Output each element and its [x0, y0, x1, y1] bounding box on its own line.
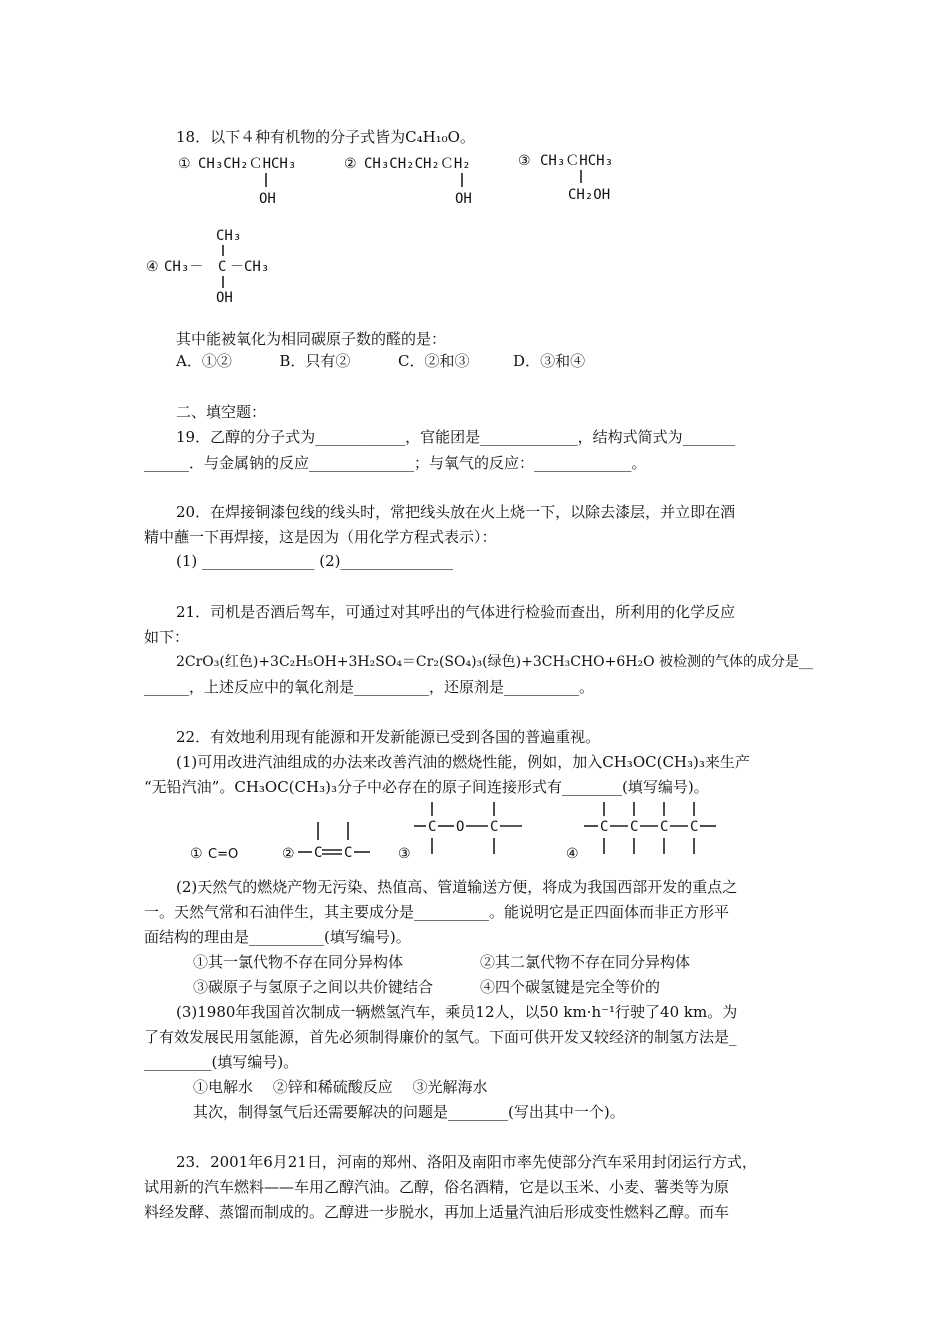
- bond-4-atom-3: C: [660, 819, 669, 835]
- q22-intro: 22．有效地利用现有能源和开发新能源已受到各国的普遍重视。: [176, 728, 601, 746]
- q21-equation: 2CrO₃(红色)+3C₂H₅OH+3H₂SO₄＝Cr₂(SO₄)₃(绿色)+3CH₃CHO+6H₂O 被检测的气体的成分是__: [176, 654, 814, 670]
- q23-line2: 试用新的汽车燃料——车用乙醇汽油。乙醇，俗名酒精，它是以玉米、小麦、薯类等为原: [144, 1178, 730, 1196]
- structure-4-left: CH₃－: [164, 259, 204, 275]
- bond-1-number: ①: [190, 846, 203, 862]
- q21-line1: 21．司机是否酒后驾车，可通过对其呼出的气体进行检验而查出，所利用的化学反应: [176, 603, 736, 621]
- q21-line4: ______，上述反应中的氧化剂是__________，还原剂是__________。: [144, 678, 595, 696]
- structure-1-number: ①: [178, 156, 191, 172]
- q22-choice-4: ④四个碳氢键是完全等价的: [480, 978, 661, 996]
- structure-4-number: ④: [146, 259, 159, 275]
- structure-4-top: CH₃: [216, 228, 242, 244]
- structure-3-number: ③: [518, 153, 531, 169]
- bond-3-atom-3: C: [490, 819, 499, 835]
- q22-part1-line1: (1)可用改进汽油组成的办法来改善汽油的燃烧性能，例如，加入CH₃OC(CH₃)₃来生产: [176, 753, 750, 771]
- bond-3-atom-1: C: [428, 819, 437, 835]
- option-c: C．②和③: [398, 352, 470, 370]
- structure-3-formula: CH₃ＣHCH₃: [540, 153, 614, 169]
- option-b: B．只有②: [279, 352, 351, 370]
- bond-4-atom-4: C: [690, 819, 699, 835]
- bond-4-atom-1: C: [600, 819, 609, 835]
- q22-part2-line2: 一。天然气常和石油伴生，其主要成分是__________。能说明它是正四面体而非正方形平: [144, 903, 730, 921]
- q22-part3-line3: _________(填写编号)。: [144, 1053, 299, 1071]
- structure-4-oh: OH: [216, 290, 233, 306]
- bond-4-number: ④: [566, 846, 579, 862]
- q22-part1-line2: “无铅汽油”。CH₃OC(CH₃)₃分子中必存在的原子间连接形式有________(填写编号)。: [144, 778, 709, 796]
- q20-line2: 精中蘸一下再焊接，这是因为（用化学方程式表示）：: [144, 528, 497, 546]
- bond-1-formula: C=O: [208, 847, 239, 862]
- q22-choice-3: ③碳原子与氢原子之间以共价键结合: [193, 978, 434, 996]
- q22-part3-choices: ①电解水 ②锌和稀硫酸反应 ③光解海水: [193, 1078, 488, 1096]
- q19-line2: ______．与金属钠的反应______________；与氧气的反应：_____________。: [144, 454, 647, 472]
- bond-3-number: ③: [398, 846, 411, 862]
- structure-1-oh: OH: [259, 191, 276, 207]
- structure-4-right: －CH₃: [230, 259, 270, 275]
- q22-part2-line3: 面结构的理由是__________(填写编号)。: [144, 928, 411, 946]
- structure-2-oh: OH: [455, 191, 472, 207]
- section-title: 二、填空题：: [176, 403, 267, 421]
- bond-4-atom-2: C: [630, 819, 639, 835]
- bond-2-number: ②: [282, 846, 295, 862]
- q18-structure-4: [144, 224, 294, 308]
- option-d: D．③和④: [513, 352, 586, 370]
- q18-options: [176, 350, 585, 372]
- q22-choice-2: ②其二氯代物不存在同分异构体: [480, 953, 691, 971]
- bond-diagrams: [186, 796, 746, 866]
- q22-part3-line5: 其次，制得氢气后还需要解决的问题是________(写出其中一个)。: [193, 1103, 625, 1121]
- q18-question: 其中能被氧化为相同碳原子数的醛的是：: [176, 330, 447, 348]
- structure-2-number: ②: [344, 156, 357, 172]
- bond-3-atom-2: O: [456, 819, 465, 835]
- q18-structures-row1: [176, 146, 636, 208]
- q21-line2: 如下：: [144, 628, 190, 646]
- structure-1-formula: CH₃CH₂ＣHCH₃: [198, 156, 297, 172]
- structure-4-center: C: [218, 259, 227, 275]
- bond-2-carbon-a: C: [314, 845, 323, 861]
- structure-2-formula: CH₃CH₂CH₂ＣH₂: [364, 156, 471, 172]
- q20-line1: 20．在焊接铜漆包线的线头时，常把线头放在火上烧一下，以除去漆层，并立即在酒: [176, 503, 736, 521]
- q22-choice-1: ①其一氯代物不存在同分异构体: [193, 953, 404, 971]
- q22-part2-line1: (2)天然气的燃烧产物无污染、热值高、管道输送方便，将成为我国西部开发的重点之: [176, 878, 738, 896]
- q19-line1: 19．乙醇的分子式为____________，官能团是_____________，结构式简式为_______: [176, 428, 736, 446]
- structure-3-ch2oh: CH₂OH: [568, 187, 611, 203]
- q23-line3: 料经发酵、蒸馏而制成的。乙醇进一步脱水，再加上适量汽油后形成变性燃料乙醇。而车: [144, 1203, 730, 1221]
- q18-stem: 18．以下４种有机物的分子式皆为C₄H₁₀O。: [176, 128, 475, 146]
- bond-2-carbon-b: C: [344, 845, 353, 861]
- q22-part3-line2: 了有效发展民用氢能源，首先必须制得廉价的氢气。下面可供开发又较经济的制氢方法是_: [144, 1028, 737, 1046]
- q23-line1: 23．2001年6月21日，河南的郑州、洛阳及南阳市率先使部分汽车采用封闭运行方式，: [176, 1153, 757, 1171]
- q20-line3: (1) _______________ (2)_______________: [176, 552, 454, 570]
- q22-part3-line1: (3)1980年我国首次制成一辆燃氢汽车，乘员12人，以50 km·h⁻¹行驶了40 km。为: [176, 1003, 738, 1021]
- option-a: A．①②: [176, 352, 232, 370]
